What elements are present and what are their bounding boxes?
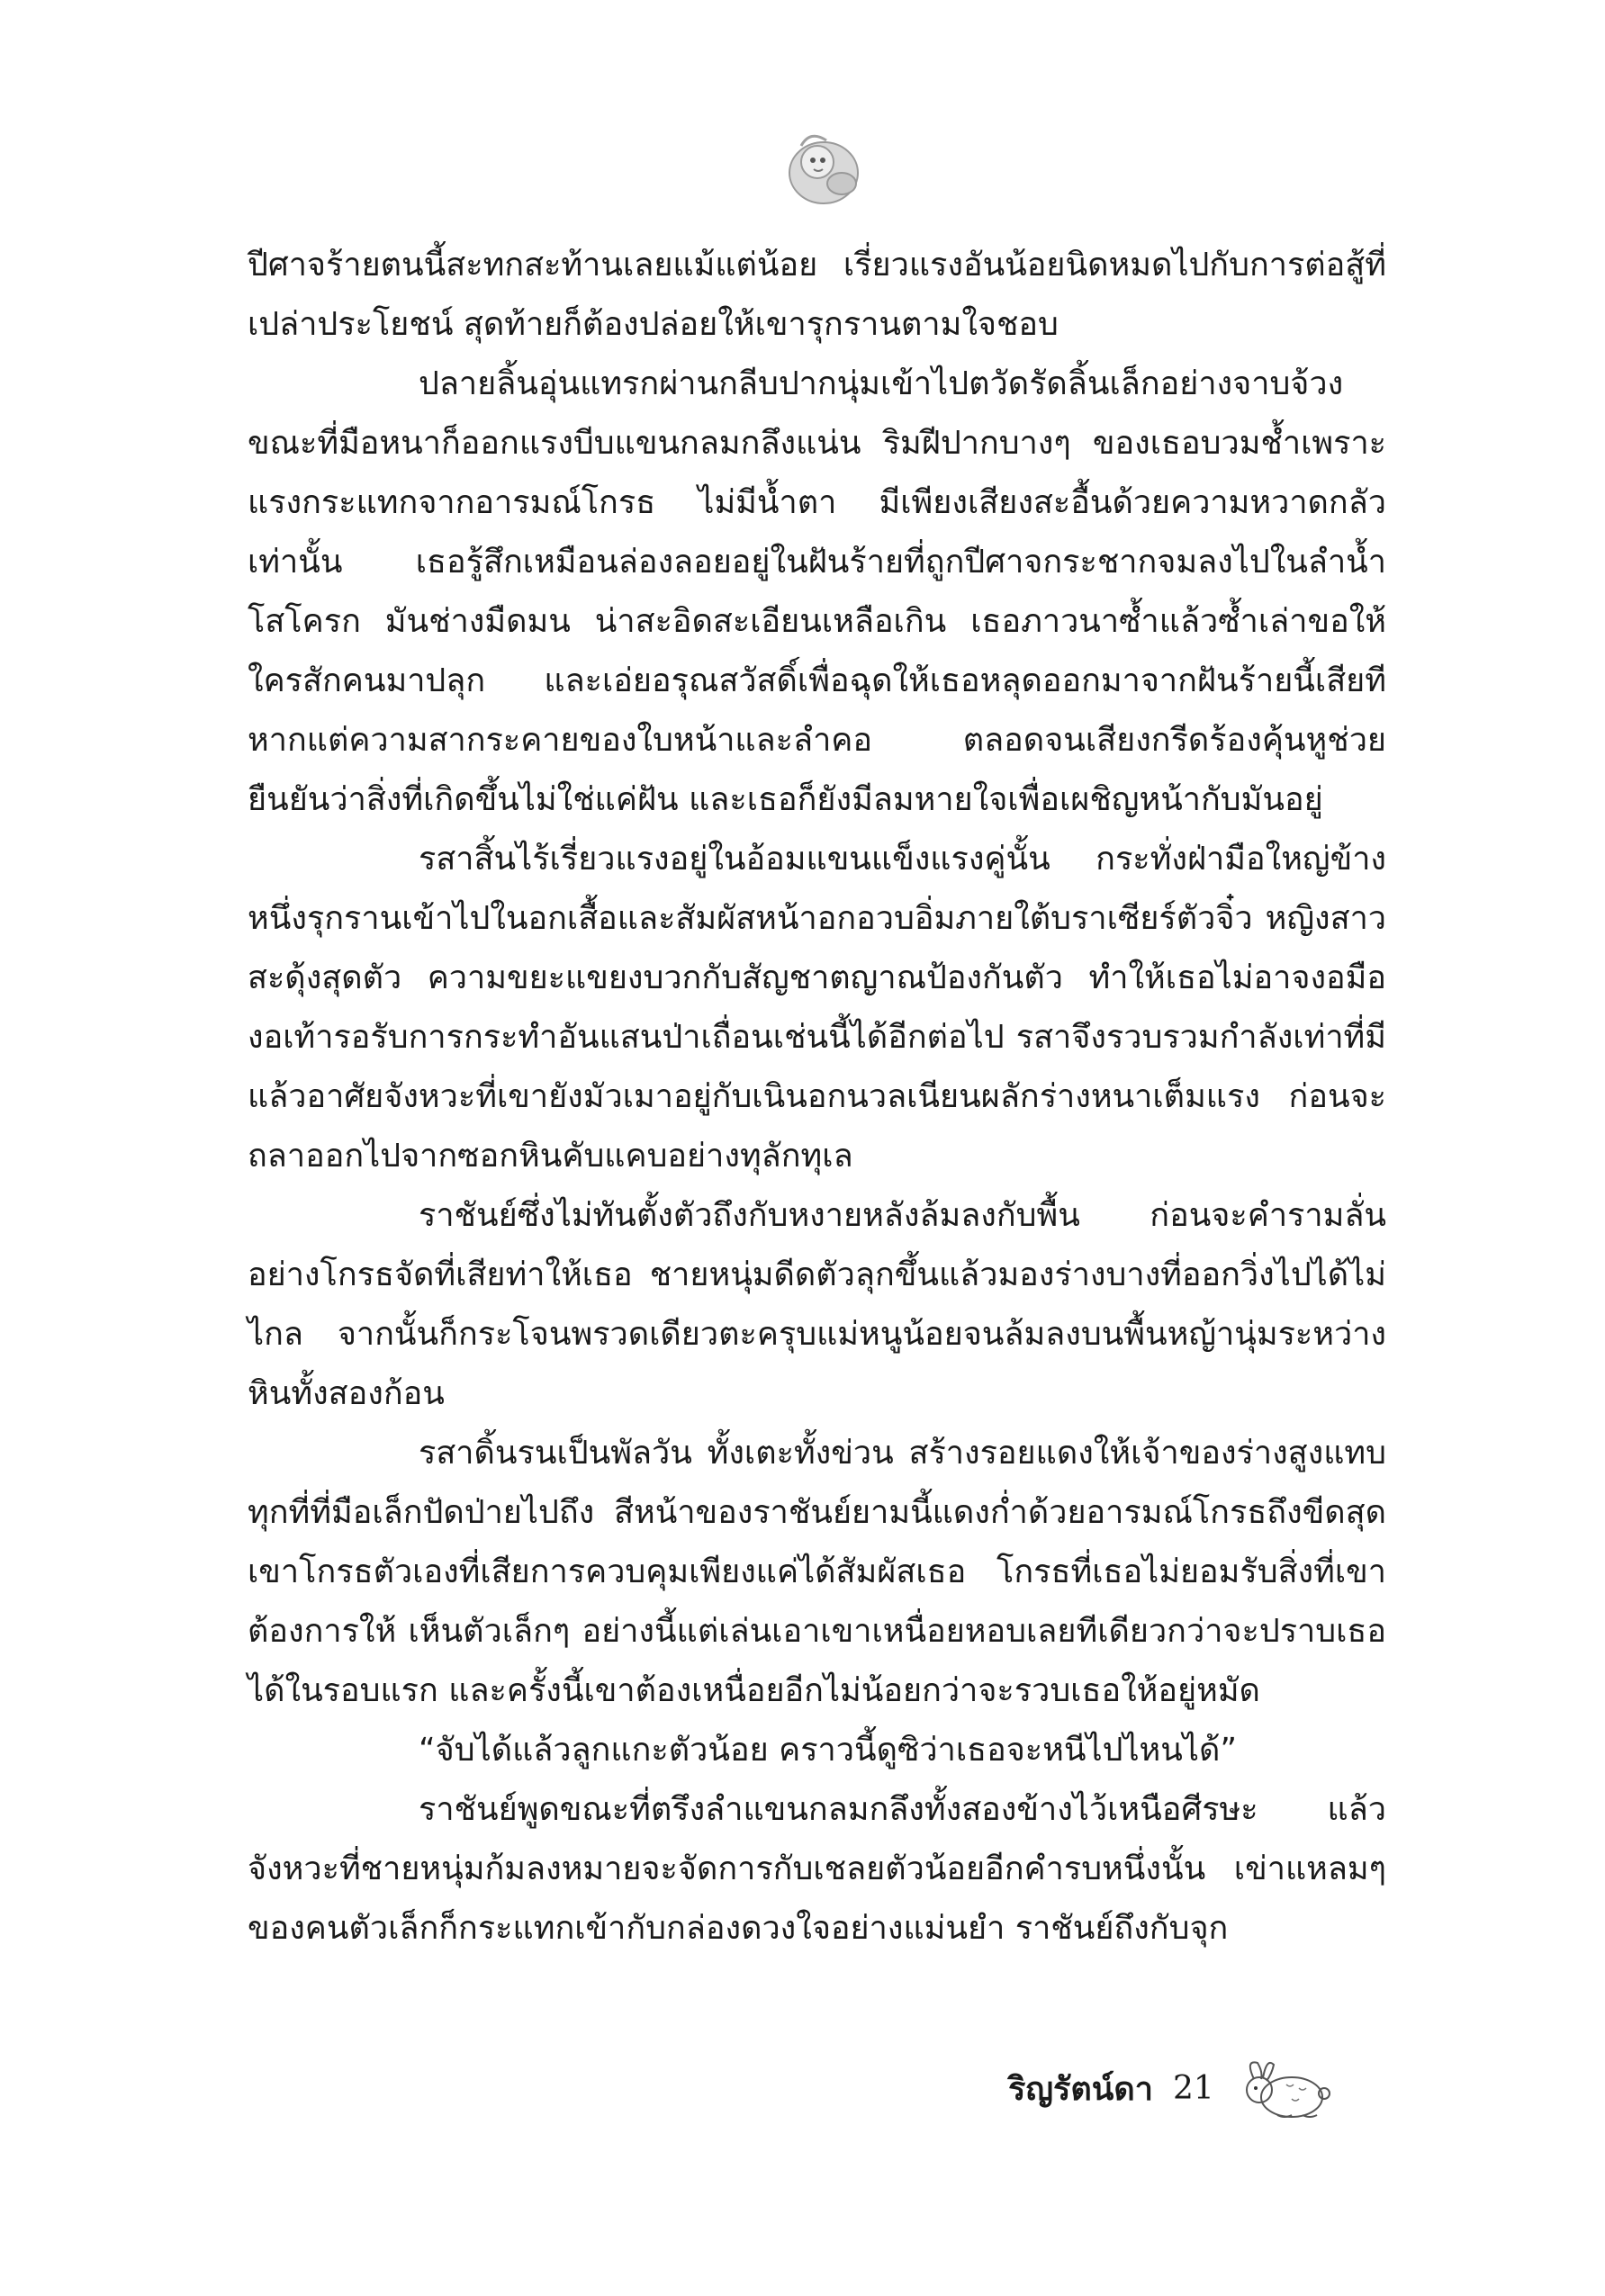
page-number: 21 xyxy=(1172,2069,1214,2107)
body-text xyxy=(248,236,1386,1958)
paragraph: ปีศาจร้ายตนนี้สะทกสะท้านเลยแม้แต่น้อย เรี่ยวแรงอันน้อยนิดหมดไปกับการต่อสู้ที่เปล่าประโยชน์ สุดท้ายก็ต้องปล่อยให้เขารุกรานตามใจชอบ xyxy=(248,247,1386,343)
cartoon-ornament-icon xyxy=(774,119,873,218)
dialogue-line: “จับได้แล้วลูกแกะตัวน้อย คราวนี้ดูซิว่าเธอจะหนีไปไหนได้” xyxy=(419,1732,1238,1769)
page-footer xyxy=(1008,2052,1340,2124)
rabbit-icon xyxy=(1232,2052,1340,2124)
author-name: ริญรัตน์ดา xyxy=(1008,2070,1153,2108)
paragraph: ราชันย์พูดขณะที่ตรึงลำแขนกลมกลึงทั้งสองข้างไว้เหนือศีรษะ แล้วจังหวะที่ชายหนุ่มก้มลงหมายจะจัดการกับเชลยตัวน้อยอีกคำรบหนึ่งนั้น เข่าแหลมๆ ของคนตัวเล็กก็กระแทกเข้ากับกล่องดวงใจอย่างแม่นยำ ราชันย์ถึงกับจุก xyxy=(248,1791,1386,1947)
paragraph: ราชันย์ซึ่งไม่ทันตั้งตัวถึงกับหงายหลังล้มลงกับพื้น ก่อนจะคำรามลั่นอย่างโกรธจัดที่เสียท่าให้เธอ ชายหนุ่มดีดตัวลุกขึ้นแล้วมองร่างบางที่ออกวิ่งไปได้ไม่ไกล จากนั้นก็กระโจนพรวดเดียวตะครุบแม่หนูน้อยจนล้มลงบนพื้นหญ้านุ่มระหว่างหินทั้งสองก้อน xyxy=(248,1197,1386,1412)
paragraph: ปลายลิ้นอุ่นแทรกผ่านกลีบปากนุ่มเข้าไปตวัดรัดลิ้นเล็กอย่างจาบจ้วง ขณะที่มือหนาก็ออกแรงบีบแขนกลมกลึงแน่น ริมฝีปากบางๆ ของเธอบวมช้ำเพราะแรงกระแทกจากอารมณ์โกรธ ไม่มีน้ำตา มีเพียงเสียงสะอื้นด้วยความหวาดกลัวเท่านั้น เธอรู้สึกเหมือนล่องลอยอยู่ในฝันร้ายที่ถูกปีศาจกระชากจมลงไปในลำน้ำโสโครก มันช่างมืดมน น่าสะอิดสะเอียนเหลือเกิน เธอภาวนาซ้ำแล้วซ้ำเล่าขอให้ใครสักคนมาปลุก และเอ่ยอรุณสวัสดิ์เพื่อฉุดให้เธอหลุดออกมาจากฝันร้ายนี้เสียที หากแต่ความสากระคายของใบหน้าและลำคอ ตลอดจนเสียงกรีดร้องคุ้นหูช่วยยืนยันว่าสิ่งที่เกิดขึ้นไม่ใช่แค่ฝัน และเธอก็ยังมีลมหายใจเพื่อเผชิญหน้ากับมันอยู่ xyxy=(248,365,1386,818)
paragraph: รสาสิ้นไร้เรี่ยวแรงอยู่ในอ้อมแขนแข็งแรงคู่นั้น กระทั่งฝ่ามือใหญ่ข้างหนึ่งรุกรานเข้าไปในอกเสื้อและสัมผัสหน้าอกอวบอิ่มภายใต้บราเซียร์ตัวจิ๋ว หญิงสาวสะดุ้งสุดตัว ความขยะแขยงบวกกับสัญชาตญาณป้องกันตัว ทำให้เธอไม่อาจงอมืองอเท้ารอรับการกระทำอันแสนป่าเถื่อนเช่นนี้ได้อีกต่อไป รสาจึงรวบรวมกำลังเท่าที่มีแล้วอาศัยจังหวะที่เขายังมัวเมาอยู่กับเนินอกนวลเนียนผลักร่างหนาเต็มแรง ก่อนจะถลาออกไปจากซอกหินคับแคบอย่างทุลักทุเล xyxy=(248,841,1386,1175)
paragraph: รสาดิ้นรนเป็นพัลวัน ทั้งเตะทั้งข่วน สร้างรอยแดงให้เจ้าของร่างสูงแทบทุกที่ที่มือเล็กปัดป่ายไปถึง สีหน้าของราชันย์ยามนี้แดงก่ำด้วยอารมณ์โกรธถึงขีดสุด เขาโกรธตัวเองที่เสียการควบคุมเพียงแค่ได้สัมผัสเธอ โกรธที่เธอไม่ยอมรับสิ่งที่เขาต้องการให้ เห็นตัวเล็กๆ อย่างนี้แต่เล่นเอาเขาเหนื่อยหอบเลยทีเดียวกว่าจะปราบเธอได้ในรอบแรก และครั้งนี้เขาต้องเหนื่อยอีกไม่น้อยกว่าจะรวบเธอให้อยู่หมัด xyxy=(248,1435,1386,1709)
